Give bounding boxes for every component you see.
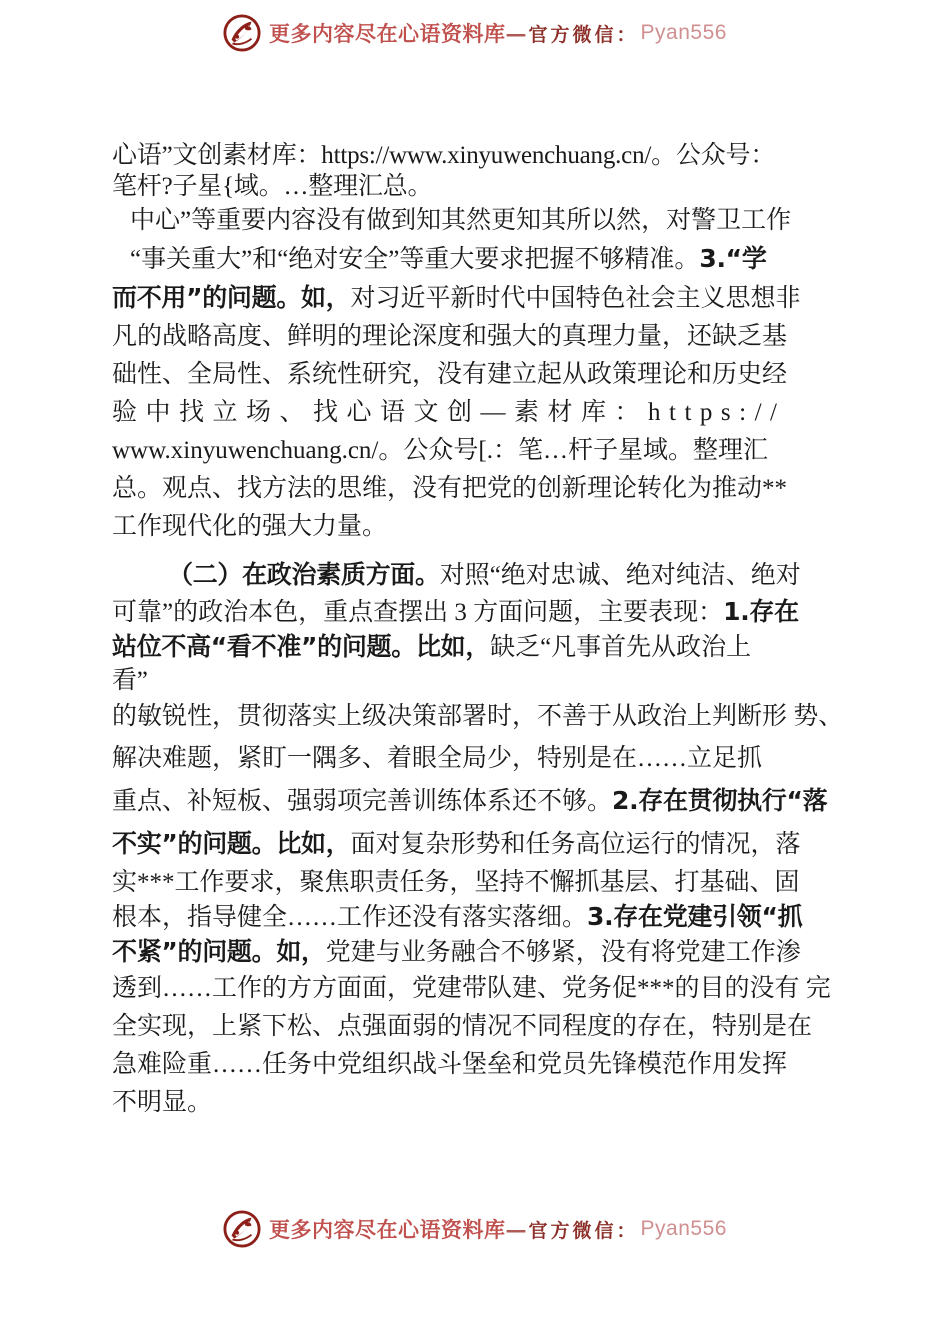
text-line: 解决难题，紧盯一隅多、着眼全局少，特别是在……立足抓 bbox=[112, 745, 763, 772]
text-line: 础性、全局性、系统性研究，没有建立起从政策理论和历史经 bbox=[112, 361, 788, 388]
watermark-footer bbox=[0, 1210, 950, 1248]
text-line: 总。观点、找方法的思维，没有把党的创新理论转化为推动** bbox=[112, 475, 788, 502]
text-run: “事关重大”和“绝对安全”等重大要求把握不够精准。 bbox=[130, 246, 700, 273]
text-line: 透到……工作的方方面面，党建带队建、党务促***的目的没有 完 bbox=[112, 975, 831, 1002]
watermark-header bbox=[0, 14, 950, 52]
text-run-bold: 3.“学 bbox=[699, 244, 767, 273]
text-run: 根本，指导健全……工作还没有落实落细。 bbox=[112, 904, 588, 931]
text-run-bold: 2.存在贯彻执行“落 bbox=[612, 786, 828, 815]
text-line bbox=[112, 240, 834, 279]
watermark-official-label: 官方微信： bbox=[528, 1219, 639, 1242]
text-line: 看” bbox=[112, 667, 148, 694]
text-line: 中心”等重要内容没有做到知其然更知其所以然，对警卫工作 bbox=[130, 207, 792, 234]
text-line: 的敏锐性，贯彻落实上级决策部署时，不善于从政治上判断形 势、 bbox=[112, 703, 844, 730]
paragraph-spacer bbox=[112, 546, 834, 556]
text-run: 缺乏“凡事首先从政治上 bbox=[490, 634, 752, 661]
text-line: www.xinyuwenchuang.cn/。公众号[.：笔…杆子星域。整理汇 bbox=[112, 437, 768, 464]
text-line: 凡的战略高度、鲜明的理论深度和强大的真理力量，还缺乏基 bbox=[112, 323, 788, 350]
watermark-dash: — bbox=[505, 1216, 527, 1242]
watermark-official-label: 官方微信： bbox=[528, 23, 639, 46]
document-text-body bbox=[112, 140, 844, 1122]
text-line bbox=[112, 630, 834, 665]
text-line bbox=[112, 556, 834, 595]
watermark-account-id: Pyan556 bbox=[640, 1217, 727, 1240]
text-run-bold: 而不用”的问题。如， bbox=[112, 283, 351, 312]
text-line bbox=[112, 279, 834, 318]
text-line bbox=[112, 935, 834, 970]
text-line bbox=[112, 823, 834, 866]
text-run: 重点、补短板、强弱项完善训练体系还不够。 bbox=[112, 788, 613, 815]
text-run: 可靠”的政治本色，重点查摆出 3 方面问题，主要表现： bbox=[112, 599, 724, 626]
text-line: 验中找立场、找心语文创—素材库：https:// bbox=[112, 399, 786, 426]
text-run: 面对复杂形势和任务高位运行的情况，落 bbox=[350, 831, 801, 858]
text-line: 急难险重……任务中党组织战斗堡垒和党员先锋模范作用发挥 bbox=[112, 1051, 788, 1078]
text-run-bold: 1.存在 bbox=[723, 597, 799, 626]
text-line: 心语”文创素材库：https://www.xinyuwenchuang.cn/。公众号： bbox=[112, 142, 776, 169]
text-run: 党建与业务融合不够紧，没有将党建工作渗 bbox=[325, 939, 801, 966]
text-line: 笔杆?子星{域。…整理汇总。 bbox=[112, 173, 433, 200]
watermark-account-id: Pyan556 bbox=[640, 21, 727, 44]
text-run-bold: 不实”的问题。比如， bbox=[112, 829, 351, 858]
text-run-bold: 3.存在党建引领“抓 bbox=[587, 902, 803, 931]
watermark-dash: — bbox=[505, 20, 527, 46]
watermark-main-text: 更多内容尽在心语资料库 bbox=[269, 21, 506, 46]
text-line bbox=[112, 595, 834, 630]
text-line: 全实现，上紧下松、点强面弱的情况不同程度的存在，特别是在 bbox=[112, 1013, 813, 1040]
brush-circle-logo-icon bbox=[223, 14, 261, 52]
text-run-bold: 不紧”的问题。如， bbox=[112, 937, 326, 966]
text-line bbox=[112, 780, 834, 823]
text-line: 实***工作要求，聚焦职责任务，坚持不懈抓基层、打基础、固 bbox=[112, 869, 800, 896]
text-run: 对习近平新时代中国特色社会主义思想非 bbox=[350, 285, 801, 312]
brush-circle-logo-icon bbox=[223, 1210, 261, 1248]
text-line: 工作现代化的强大力量。 bbox=[112, 513, 388, 540]
watermark-main-text: 更多内容尽在心语资料库 bbox=[269, 1217, 506, 1242]
text-run: 对照“绝对忠诚、绝对纯洁、绝对 bbox=[439, 562, 801, 589]
text-line bbox=[112, 900, 834, 935]
section-heading-bold: （二）在政治素质方面。 bbox=[168, 560, 440, 589]
text-run-bold: 站位不高“看不准”的问题。比如， bbox=[112, 632, 491, 661]
text-line: 不明显。 bbox=[112, 1089, 213, 1116]
